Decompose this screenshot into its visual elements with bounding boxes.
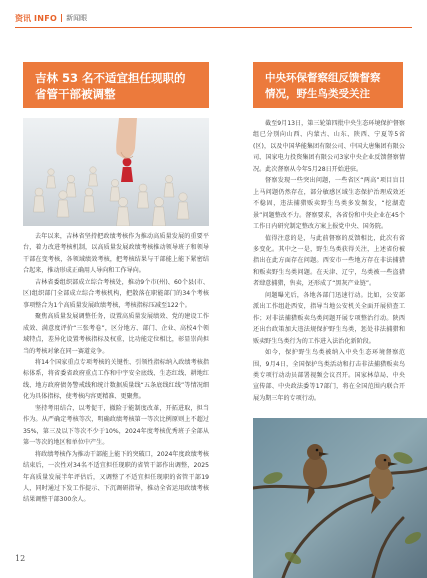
chess-pieces-illustration (23, 118, 209, 226)
left-paragraph: 去年以来，吉林省坚持把政绩考核作为推动高质量发展的重要平台，着力改进考核机制，以高质量发展政绩考核推动领导班子和领导干部在变考核，各领域绩效考核，把考核结果与干部能上能下紧密结合起来，推动形成正确用人导向和工作导向。 (23, 233, 209, 275)
subsection-name: 新闻眼 (66, 14, 88, 22)
left-paragraph: 坚持考用结合，以考促干，撤险于能制度改革，开拓进取，担当作为。从严确定考核等次，明确政绩考核第一等次比例原则上不超过35%，第三及以下等次不少于10%，2024年度考核优秀班子全部从第一等次的地区和单位中产生。 (23, 404, 209, 447)
red-chess-piece (121, 158, 133, 182)
left-paragraph: 将政绩考核作为推动干部能上能下的突破口，2024年度政绩考核结束后，一次性对34名不适宜担任现职的省管干部作出调整，2025年高质量发展半年评估后，又调整了不适宜担任现职的省管干部19人，同时通过下发工作提示、下沉调研指导，推动全省运用政绩考核结果调整干部300余人。 (23, 450, 209, 504)
right-paragraph: 截至9月13日，第三轮第四批中央生态环境保护督察组已分别向山西、内蒙古、山东、陕西、宁夏等5省(区)，以及中国华能集团有限公司、中国大唐集团有限公司、国家电力投资集团有限公司3家中央企业反馈督察情况。此次督察从今年5月28日开始进驻。 (253, 120, 405, 173)
section-name-en: INFO (34, 13, 58, 23)
birds-photo (253, 418, 427, 578)
left-title-line-1: 吉林 53 名不适宜担任现职的 (35, 71, 186, 85)
page-number: 12 (15, 554, 26, 563)
birds-on-branch-illustration (253, 418, 427, 578)
right-paragraph: 督察发现一些突出问题，一些省区“两高”项目盲目上马问题仍然存在，部分敏感区域生态保护治理成效还不稳固，违法捕猎贩卖野生鸟类多发频发，“挖湖造景”问题整改不力。督察要求，各省份和中央企业在45个工作日内研究制定整改方案上报党中央、国务院。 (253, 177, 405, 231)
right-paragraph: 问题曝光后，各地各部门迅速行动。比如，公安部派出工作组赴西安，指导当地公安机关全面开展侦查工作；对非法捕猎贩卖鸟类问题开展专项整治行动。陕西还出台政策加大违法规保护野生鸟类，惩处非法捕猎和贩卖野生鸟类行为的工作进入法治化新阶段。 (253, 291, 405, 345)
right-paragraph: 值得注意的是，与此前督察的反馈相比，此次有省多变化。其中之一是，野生鸟类获得关注，上述省份被指出在此方面存在问题。西安市一些地方存在非法捕猎和贩卖野生鸟类问题。在天津、辽宁，鸟类被一些盗猎者肆意捕猎，售卖，还形成了“黑灰产业链”。 (253, 234, 405, 288)
left-article-body (23, 231, 209, 506)
right-article-title (253, 62, 403, 108)
header-separator (61, 14, 62, 22)
header-rule (15, 27, 412, 28)
right-paragraph: 如今，保护野生鸟类被纳入中央生态环境督察范围，9月4日，全国保护鸟类活动和打击非法捕猎贩卖鸟类专项行动动员部署视频会议召开。国家林草局、中央宣传部、中央政法委等17部门，将在全国范围内联合开展为期三年的专项行动。 (253, 349, 405, 402)
left-title-line-2: 省管干部被调整 (35, 87, 116, 101)
left-paragraph: 聚焦高质量发展调整任务，设置高质量发展绩效、党的建设工作成效、满意度评价“三张考卷”，区分地方、部门、企业、高校4个领域特点，差异化设置考核指标及权重，比功能定位相比，彰显崇尚担当的考核对象在同一赛道竞争。 (23, 313, 209, 355)
section-header (15, 12, 87, 24)
left-paragraph: 吉林省委组织部成立综合考核处，推动9个市(州)、60个县(市、区)组织部门全部成立综合考核机构，把散落在职能部门的34个考核事项整合为1个高质量发展政绩考核，考核指标压减至122个。 (23, 278, 209, 309)
left-article-title (23, 62, 209, 108)
section-name-cn: 资讯 (15, 13, 31, 23)
left-paragraph: 将14个国家重点专项考核的关键性、引领性指标纳入政绩考核指标体系，将省委省政府重点工作和中宇安全底线、生态红线、耕地红线、地方政府债务警戒线和统计数据质量线“五条底线红线”等情况细化为具体指标，使考核内容更精准、更聚焦。 (23, 358, 209, 401)
right-title-line-2: 情况，野生鸟类受关注 (265, 88, 370, 100)
right-title-line-1: 中央环保督察组反馈督察 (265, 72, 381, 84)
right-article-body (253, 118, 405, 404)
chess-pieces-photo (23, 118, 209, 226)
